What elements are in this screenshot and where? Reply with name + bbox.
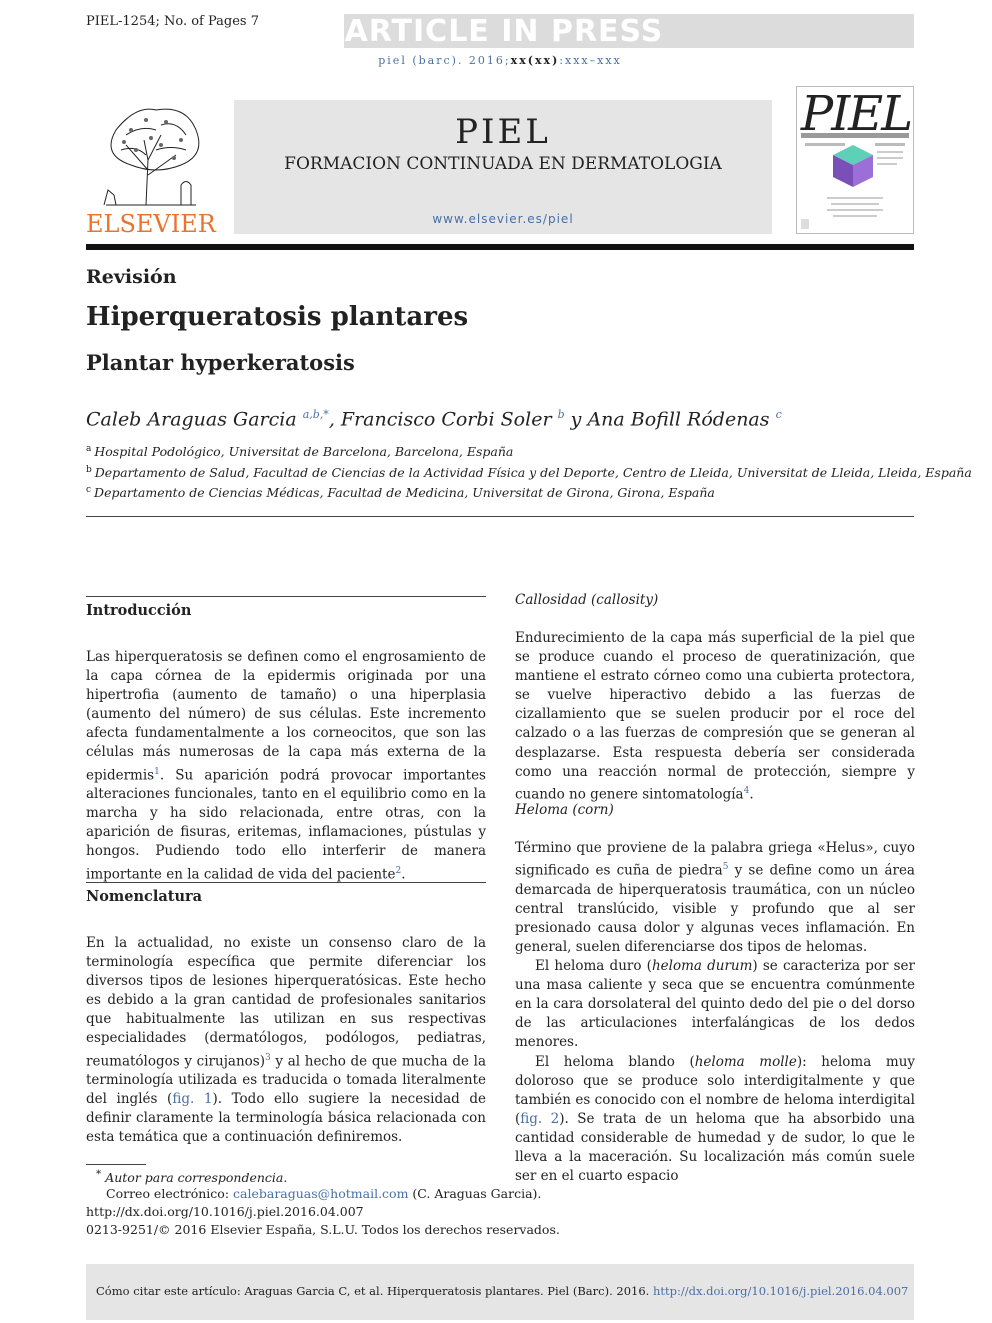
- figure-link[interactable]: fig. 2: [520, 1110, 560, 1127]
- footnote-mark: *: [96, 1168, 102, 1180]
- author-affiliation-marks[interactable]: a,b,*: [302, 408, 329, 421]
- running-head-volume: xx(xx): [510, 54, 560, 67]
- author-affiliation-marks[interactable]: b: [557, 408, 565, 421]
- document-id: PIEL-1254; No. of Pages 7: [86, 14, 260, 29]
- affiliation-mark: b: [86, 465, 92, 475]
- heloma-duro-term: heloma durum: [651, 958, 753, 975]
- citation-text: [96, 1284, 908, 1298]
- subsection-heading-callosidad: Callosidad (callosity): [515, 592, 659, 608]
- journal-url-link[interactable]: www.elsevier.es/piel: [432, 212, 574, 226]
- section-heading-nomenclatura: Nomenclatura: [86, 888, 203, 905]
- email-line: [106, 1186, 541, 1201]
- corresponding-author-note: [96, 1168, 287, 1185]
- callosity-paragraph: [515, 629, 915, 804]
- article-section-label: Revisión: [86, 266, 177, 288]
- author-list: [86, 408, 782, 430]
- callosity-text: Endurecimiento de la capa más superficial de la piel que se produce cuando el proceso de queratinización, que mantiene el estrato córneo como una cubierta protectora, se vuelve hiperactivo debido a las fuerzas de cizallamiento que se suelen producir por el roce del calzado o a las fuerzas de compresión que se generan al desplazarse. Esta respuesta debería ser considerada como una reacción normal de protección, siempre y cuando no genere sintomatología: [515, 630, 915, 803]
- email-label: Correo electrónico:: [106, 1186, 234, 1201]
- affiliation-mark: a: [86, 444, 92, 454]
- nomen-text-end: ). Todo ello sugiere la necesidad de definir claramente la terminología básica relacionada con esta temática que a continuación definiremos.: [86, 1091, 487, 1146]
- article-title: Hiperqueratosis plantares: [86, 302, 469, 332]
- affiliation: [86, 465, 972, 480]
- section-rule: [86, 882, 486, 883]
- elsevier-wordmark: ELSEVIER: [86, 210, 216, 238]
- affiliation-text: Departamento de Ciencias Médicas, Facultad de Medicina, Universitat de Girona, Girona, España: [94, 485, 715, 501]
- author-name: Francisco Corbi Soler: [340, 408, 552, 431]
- footnote-rule: [86, 1164, 146, 1165]
- nomenclature-paragraph: [86, 934, 486, 1148]
- section-heading-introduccion: Introducción: [86, 602, 192, 619]
- cover-journal-title: PIEL: [800, 86, 912, 142]
- header-divider: [86, 516, 914, 517]
- intro-text-cont: . Su aparición podrá provocar importantes alteraciones funcionales, tanto en el equilibrio como en la marcha y ha sido relacionada, entre otras, con la aparición de fisuras, eritemas, inflamaciones, pústulas y hongos. Pudiendo todo ello interferir de manera importante en la calidad de vida del paciente: [86, 767, 486, 883]
- heloma-text: Término que proviene de la palabra griega «Helus», cuyo significado es cuña de piedra: [515, 840, 915, 879]
- masthead-divider: [86, 244, 914, 250]
- author-separator: y: [564, 408, 588, 431]
- affiliation-text: Hospital Podológico, Universitat de Barcelona, Barcelona, España: [94, 444, 514, 460]
- intro-paragraph: [86, 648, 486, 884]
- author-name: Ana Bofill Ródenas: [587, 408, 770, 431]
- journal-title: PIEL: [455, 112, 551, 152]
- reference-link[interactable]: 4: [743, 785, 750, 796]
- citation-label: Cómo citar este artículo:: [96, 1284, 241, 1298]
- intro-end: .: [401, 866, 406, 883]
- heloma-blando-text-end: ). Se trata de un heloma que ha absorbido una cantidad considerable de humedad y de sudor, lo que le lleva a la maceración. Su localización más común suele ser en el cuarto espacio: [515, 1110, 915, 1185]
- email-link[interactable]: calebaraguas@hotmail.com: [233, 1186, 409, 1201]
- email-owner: (C. Araguas Garcia).: [408, 1186, 542, 1201]
- citation-doi-link[interactable]: http://dx.doi.org/10.1016/j.piel.2016.04.007: [652, 1284, 909, 1298]
- nomen-text: En la actualidad, no existe un consenso claro de la terminología específica que permite diferenciar los diversos tipos de lesiones hiperqueratósicas. Este hecho es debido a la gran cantidad de profesionales sanitarios que habitualmente las utilizan en sus respectivas especialidades (dermatólogos, podólogos, pediatras, reumatólogos y cirujanos): [86, 935, 486, 1070]
- callosity-end: .: [749, 786, 754, 803]
- section-rule: [86, 596, 486, 597]
- article-title-english: Plantar hyperkeratosis: [86, 350, 355, 375]
- doi-link[interactable]: http://dx.doi.org/10.1016/j.piel.2016.04.007: [86, 1204, 364, 1219]
- heloma-blando-text-cont: ): heloma muy doloroso que se produce solo interdigitalmente y que también es conocido con el nombre de heloma interdigital (: [515, 1053, 916, 1127]
- citation-body: Araguas Garcia C, et al. Hiperqueratosis plantares. Piel (Barc). 2016.: [240, 1284, 653, 1298]
- corresponding-author-label: Autor para correspondencia.: [105, 1170, 288, 1186]
- affiliation-mark: c: [86, 485, 92, 495]
- heloma-duro-text: El heloma duro (: [535, 958, 652, 975]
- article-in-press-banner: ARTICLE IN PRESS: [344, 14, 664, 49]
- running-head-pages: :xxx–xxx: [559, 54, 622, 67]
- journal-subtitle: FORMACION CONTINUADA EN DERMATOLOGIA: [284, 154, 722, 174]
- heloma-blando-text: El heloma blando (: [535, 1053, 695, 1070]
- subsection-heading-heloma: Heloma (corn): [515, 802, 614, 818]
- heloma-text-cont: y se define como un área demarcada de hiperqueratosis traumática, con un núcleo central translúcido, visible y profundo que al ser presionado causa dolor y algunas veces inflamación. En general, suelen diferenciarse dos tipos de helomas.: [515, 862, 915, 955]
- running-head: [0, 54, 992, 67]
- reference-link[interactable]: 1: [154, 766, 160, 777]
- reference-link[interactable]: 5: [722, 862, 729, 873]
- affiliation: [86, 444, 513, 459]
- reference-link[interactable]: 3: [264, 1052, 271, 1063]
- intro-text: Las hiperqueratosis se definen como el engrosamiento de la capa córnea de la epidermis originada por una hipertrofia (aumento de tamaño) o una hiperplasia (aumento del número) de sus células. Este incremento afecta fundamentalmente a los corneocitos, que son las células más numerosas de la capa más externa de la epidermis: [86, 649, 486, 784]
- running-head-prefix: piel (barc). 2016;: [378, 54, 511, 67]
- heloma-duro-text-cont: ) se caracteriza por ser una masa caliente y seca que se encuentra comúnmente en la cara dorsolateral del quinto dedo del pie o del dorso de las articulaciones interfalángicas de los dedos menores.: [515, 958, 915, 1051]
- figure-link[interactable]: fig. 1: [172, 1091, 213, 1108]
- author-separator: ,: [328, 408, 341, 431]
- nomen-text-cont: y al hecho de que mucha de la terminología utilizada es traducida o tomada literalmente del inglés (: [86, 1053, 486, 1108]
- affiliation-text: Departamento de Salud, Facultad de Ciencias de la Actividad Física y del Deporte, Centro de Lleida, Universitat de Lleida, Lleida, España: [94, 465, 972, 481]
- reference-link[interactable]: 2: [395, 865, 402, 876]
- copyright-line: 0213-9251/© 2016 Elsevier España, S.L.U. Todos los derechos reservados.: [86, 1222, 560, 1237]
- author-name: Caleb Araguas Garcia: [86, 408, 297, 431]
- heloma-blando-term: heloma molle: [694, 1053, 797, 1070]
- heloma-paragraphs: [515, 839, 915, 1186]
- author-affiliation-marks[interactable]: c: [775, 408, 782, 421]
- affiliation: [86, 485, 715, 500]
